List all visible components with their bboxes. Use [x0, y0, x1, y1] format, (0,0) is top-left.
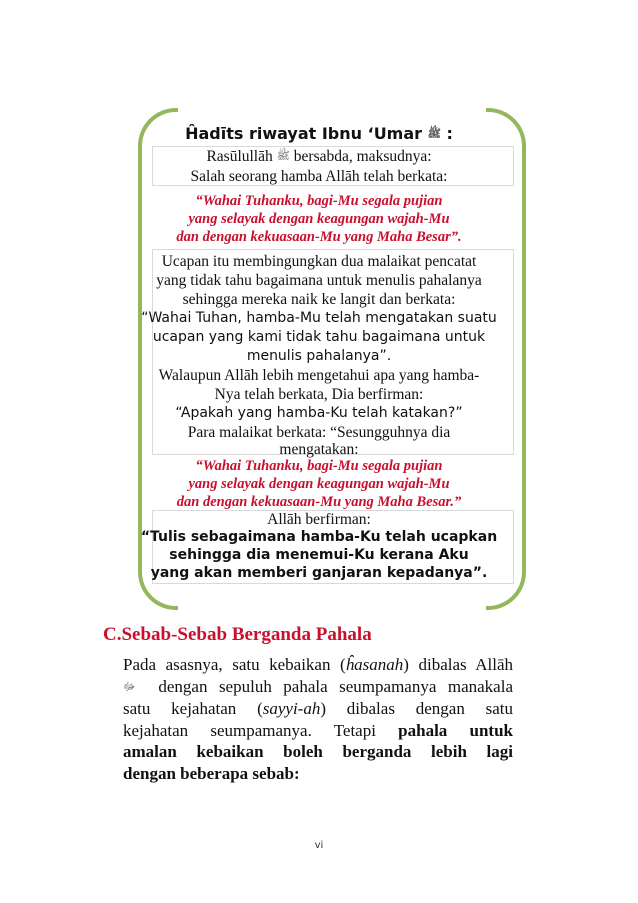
final-quote-line-1: “Tulis sebagaimana hamba-Ku telah ucapkan: [140, 529, 498, 545]
hadith-title: Ĥadīts riwayat Ibnu ‘Umar ﷺ :: [185, 124, 453, 143]
para-line-2: ﷻ dengan sepuluh pahala seumpamanya manakala: [123, 676, 513, 699]
para-line-3: satu kejahatan (sayyi-ah) dibalas dengan satu: [123, 699, 513, 719]
section-title: C.Sebab-Sebab Berganda Pahala: [103, 624, 372, 645]
angels-quote-line-3: menulis pahalanya”.: [246, 348, 392, 364]
page-number: vi: [314, 840, 324, 851]
salutation-glyph-icon: ﷺ: [427, 126, 441, 140]
angels-quote-line-2: ucapan yang kami tidak tahu bagaimana untuk: [152, 329, 486, 345]
narration-line-7: mengatakan:: [279, 441, 359, 458]
final-quote-line-2: sehingga dia menemui-Ku kerana Aku: [169, 547, 469, 563]
narration-line-1: Ucapan itu membingungkan dua malaikat pencatat: [161, 253, 477, 270]
para-line-1: Pada asasnya, satu kebaikan (ĥasanah) dibalas Allāh: [123, 655, 513, 674]
para-line-4: kejahatan seumpamanya. Tetapi pahala untuk: [123, 720, 513, 740]
para-line-5: amalan kebaikan boleh berganda lebih lagi: [123, 742, 513, 762]
praise2-line-3: dan dengan kekuasaan-Mu yang Maha Besar.”: [176, 494, 462, 510]
praise-line-1: “Wahai Tuhanku, bagi-Mu segala pujian: [195, 193, 443, 209]
narration-line-2: yang tidak tahu bagaimana untuk menulis pahalanya: [156, 272, 482, 289]
intro-line-2: Salah seorang hamba Allāh telah berkata:: [190, 168, 448, 185]
narration-line-8: Allāh berfirman:: [267, 511, 371, 528]
narration-line-6: Para malaikat berkata: “Sesungguhnya dia: [187, 424, 451, 441]
intro-line-1: Rasūlullāh ﷺ bersabda, maksudnya:: [206, 148, 432, 165]
jalla-jalaluh-glyph-icon: ﷻ: [123, 680, 136, 693]
final-quote-line-3: yang akan memberi ganjaran kepadanya”.: [150, 565, 488, 581]
praise2-line-1: “Wahai Tuhanku, bagi-Mu segala pujian: [195, 458, 443, 474]
salawat-glyph-icon: ﷺ: [276, 150, 290, 163]
angels-quote-line-1: “Wahai Tuhan, hamba-Mu telah mengatakan suatu: [141, 310, 497, 326]
praise-line-2: yang selayak dengan keagungan wajah-Mu: [188, 211, 450, 227]
praise2-line-2: yang selayak dengan keagungan wajah-Mu: [188, 476, 450, 492]
narration-line-3: sehingga mereka naik ke langit dan berkata:: [182, 291, 456, 308]
narration-line-5: Nya telah berkata, Dia berfirman:: [214, 386, 424, 403]
section-paragraph: [123, 654, 513, 784]
praise-line-3: dan dengan kekuasaan-Mu yang Maha Besar”.: [176, 229, 462, 245]
para-line-6: dengan beberapa sebab:: [123, 763, 300, 783]
allah-question: “Apakah yang hamba-Ku telah katakan?”: [175, 405, 463, 421]
narration-line-4: Walaupun Allāh lebih mengetahui apa yang hamba-: [158, 367, 480, 384]
